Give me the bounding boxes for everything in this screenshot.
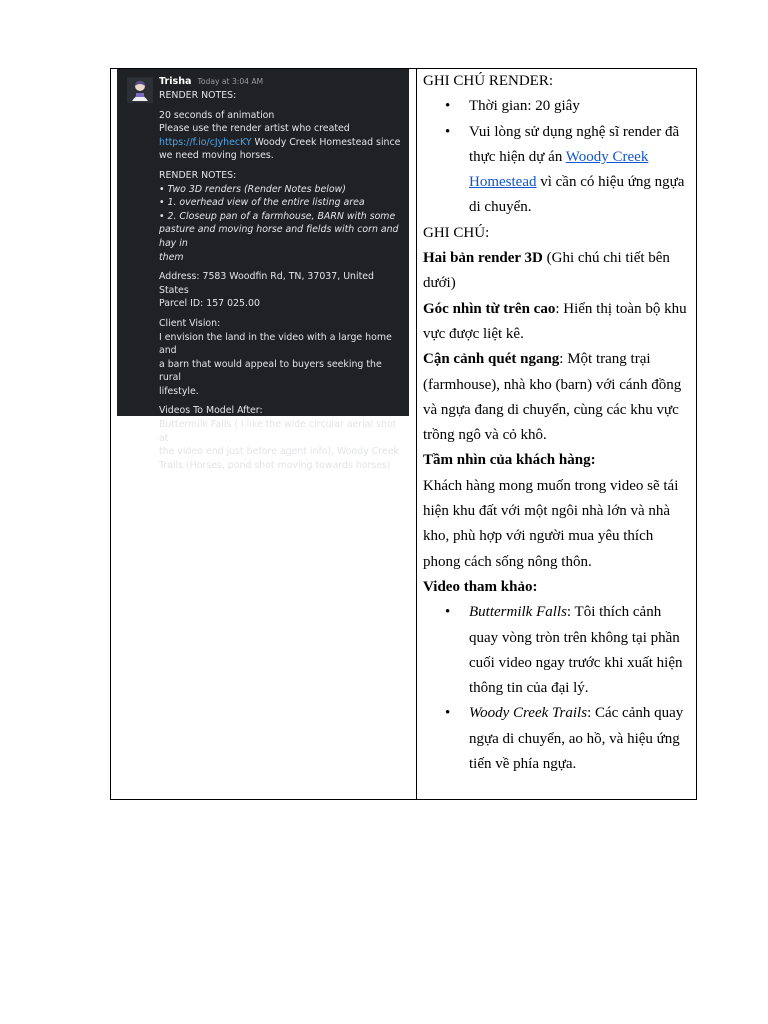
chat-line: Trails (Horses, pond shot moving towards horses) xyxy=(159,459,391,471)
section-heading: Video tham khảo: xyxy=(423,578,538,595)
woody-creek-link[interactable]: Woody Creek Homestead xyxy=(469,148,649,191)
chat-line: Videos To Model After: xyxy=(159,405,263,417)
chat-line: them xyxy=(159,251,184,263)
chat-line: the video end just before agent info), Woody Creek xyxy=(159,446,399,458)
video-list xyxy=(423,600,690,777)
chat-line: RENDER NOTES: xyxy=(159,169,237,181)
list-item: • Buttermilk Falls: Tôi thích cảnh quay vòng tròn trên không tại phần cuối video ngay trước khi xuất hiện thông tin của đại lý. xyxy=(423,600,690,701)
bullet-icon: • xyxy=(445,604,451,621)
list-item: • Thời gian: 20 giây xyxy=(423,94,690,119)
chat-line: • 1. overhead view of the entire listing area xyxy=(159,197,365,209)
paragraph: Cận cảnh quét ngang: Một trang trại (farmhouse), nhà kho (barn) với cánh đồng và ngựa đang di chuyển, cùng các khu vực trồng ngô và cỏ khô. xyxy=(423,351,682,444)
screenshot-cell xyxy=(111,69,417,800)
translation-text xyxy=(423,69,690,777)
chat-line: lifestyle. xyxy=(159,385,199,397)
message-time: Today at 3:04 AM xyxy=(197,77,264,86)
chat-line: Client Vision: xyxy=(159,317,221,329)
paragraph: Khách hàng mong muốn trong video sẽ tái hiện khu đất với một ngôi nhà lớn và nhà kho, phù hợp với người mua yêu thích phong cách sống nông thôn. xyxy=(423,477,679,570)
chat-line: • Two 3D renders (Render Notes below) xyxy=(159,183,346,195)
list-item: • Woody Creek Trails: Các cảnh quay ngựa di chuyển, ao hồ, và hiệu ứng tiến về phía ngựa. xyxy=(423,701,690,777)
bullet-icon: • xyxy=(445,705,451,722)
chat-line: Parcel ID: 157 025.00 xyxy=(159,298,260,310)
chat-line: Please use the render artist who created xyxy=(159,123,350,135)
translation-cell xyxy=(417,69,697,800)
sender-name: Trisha xyxy=(159,76,192,87)
paragraph: Hai bản render 3D (Ghi chú chi tiết bên dưới) xyxy=(423,250,670,292)
chat-line: 20 seconds of animation xyxy=(159,109,275,121)
chat-line: https://f.io/cJyhecKY Woody Creek Homestead since xyxy=(159,136,401,148)
chat-line: a barn that would appeal to buyers seeking the rural xyxy=(159,358,382,384)
chat-line: pasture and moving horse and fields with corn and hay in xyxy=(159,224,399,249)
bullet-icon: • xyxy=(445,123,451,140)
section-heading: GHI CHÚ: xyxy=(423,224,490,241)
chat-message xyxy=(159,75,401,472)
chat-line: RENDER NOTES: xyxy=(159,90,237,101)
chat-line: we need moving horses. xyxy=(159,150,274,162)
render-list xyxy=(423,94,690,220)
chat-link[interactable]: https://f.io/cJyhecKY xyxy=(159,136,252,148)
chat-line: • 2. Closeup pan of a farmhouse, BARN with some xyxy=(159,210,396,222)
paragraph: Góc nhìn từ trên cao: Hiển thị toàn bộ khu vực được liệt kê. xyxy=(423,300,687,342)
chat-line: Buttermilk Falls ( I like the wide circular aerial shot at xyxy=(159,419,397,444)
chat-line: Address: 7583 Woodfin Rd, TN, 37037, United States xyxy=(159,271,374,296)
list-item: • Vui lòng sử dụng nghệ sĩ render đã thực hiện dự án Woody Creek Homestead vì cần có hiệu ứng ngựa di chuyển. xyxy=(423,120,690,221)
chat-line: I envision the land in the video with a large home and xyxy=(159,331,392,357)
section-heading: Tầm nhìn của khách hàng: xyxy=(423,452,596,469)
section-heading: GHI CHÚ RENDER: xyxy=(423,73,553,89)
chat-screenshot xyxy=(117,69,409,471)
user-avatar-icon xyxy=(127,77,153,103)
bullet-icon: • xyxy=(445,98,451,115)
notes-table xyxy=(110,68,697,800)
